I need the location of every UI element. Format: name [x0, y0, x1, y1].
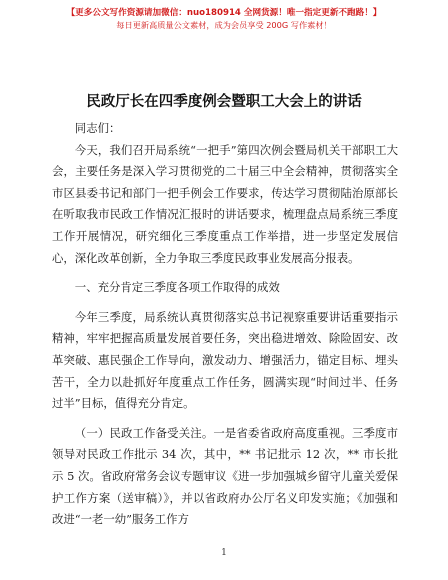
- paragraph-summary: 今年三季度，局系统认真贯彻落实总书记视察重要讲话重要指示精神，牢牢把握高质量发展首要任务，突出稳进增效、除险固安、改革突破、惠民强企工作导向，激发动力、增强活力，锚定目标、埋头苦干，全力以赴抓好年度重点工作任务，圆满实现“时间过半、任务过半”目标，值得充分肯定。: [52, 309, 398, 411]
- paragraph-subsection-1: （一）民政工作备受关注。一是省委省政府高度重视。三季度市领导对民政工作批示 34 次，其中，** 书记批示 12 次，** 市长批示 5 次。省政府常务会议专题审议《进一步加强城乡留守儿童关爱保护工作方案（送审稿）》，并以省政府办公厅名义印发实施；《加强和改进“一老一幼”服务工作方: [52, 425, 398, 527]
- promo-banner: [0, 0, 448, 58]
- banner-line-2: 每日更新高质量公文素材，成为会员享受 200G 写作素材！: [116, 20, 332, 30]
- section-heading-1: 一、充分肯定三季度各项工作取得的成效: [74, 280, 280, 295]
- document-body: [52, 118, 398, 531]
- document-title: 民政厅长在四季度例会暨职工大会上的讲话: [86, 94, 362, 110]
- banner-line-1: 【更多公文写作资源请加微信：nuo180914 全网货源！唯一指定更新不跑路！】: [66, 8, 382, 18]
- page-number: 1: [221, 548, 227, 558]
- salutation: 同志们：: [74, 121, 121, 135]
- paragraph-intro: 今天，我们召开局系统“一把手”第四次例会暨局机关干部职工大会，主要任务是深入学习贯彻党的二十届三中全会精神，贯彻落实全市区县委书记和部门一把手例会工作要求，传达学习贯彻陆治原部长在听取我市民政工作情况汇报时的讲话要求，梳理盘点局系统三季度工作开展情况，研究细化三季度重点工作举措，进一步坚定发展信心，深化改革创新，全力争取三季度民政事业发展高分报表。: [52, 142, 398, 265]
